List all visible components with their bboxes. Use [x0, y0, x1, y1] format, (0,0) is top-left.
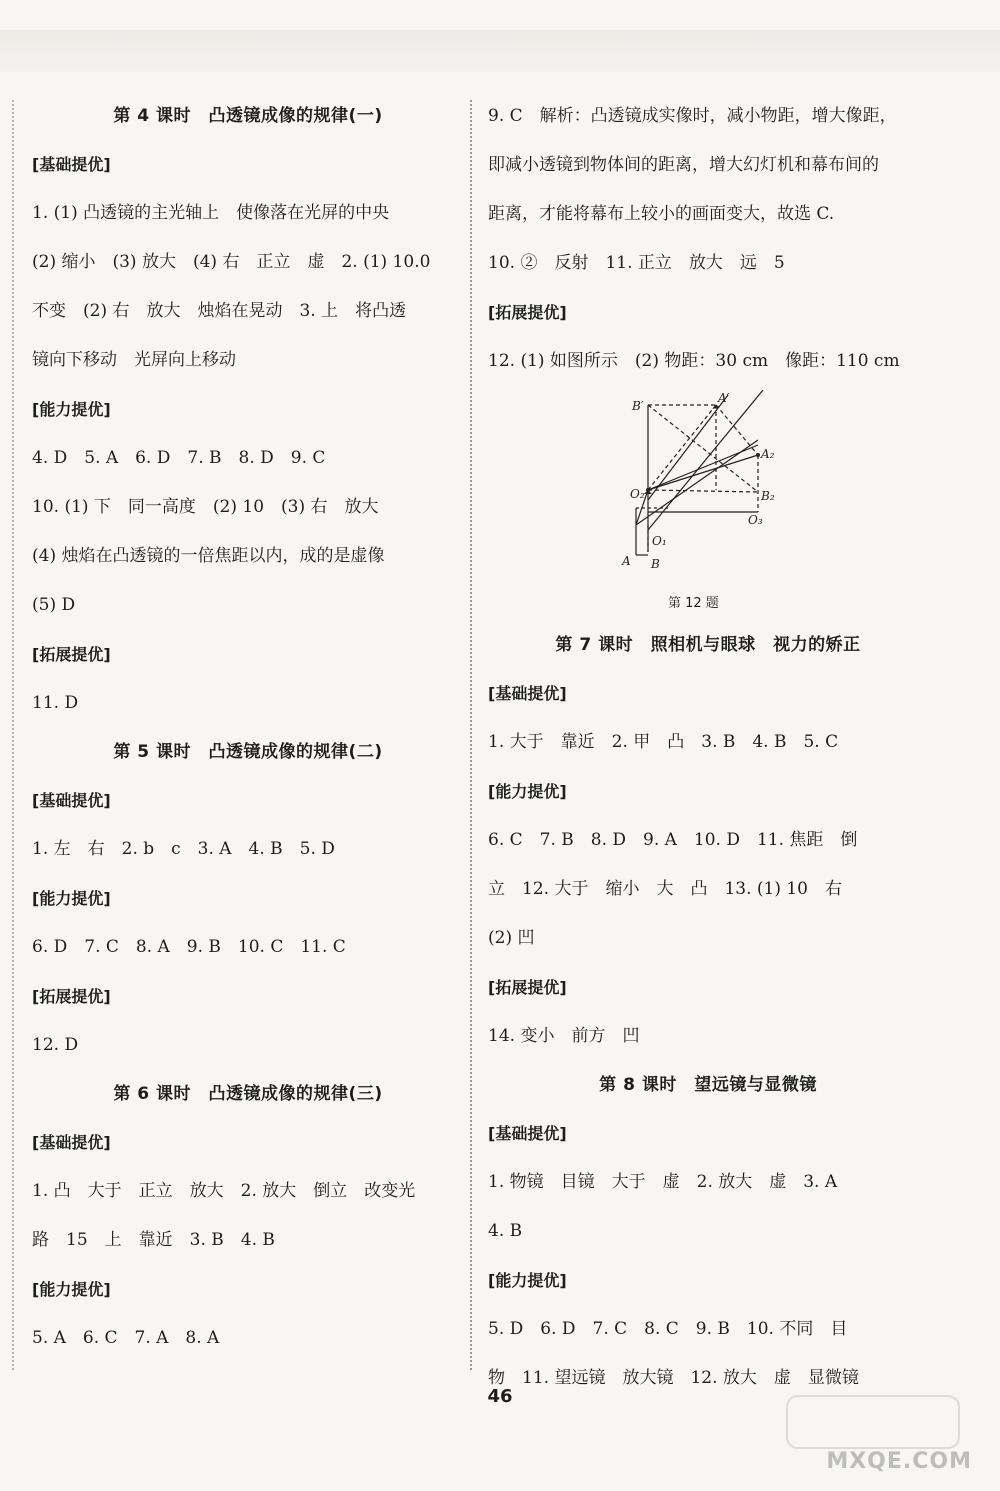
section-heading: [基础提优] — [488, 684, 567, 703]
label-a-prime: A′ — [718, 391, 730, 405]
section-heading: [基础提优] — [32, 155, 111, 174]
section-heading: [能力提优] — [32, 889, 111, 908]
answer-line: 11. D — [32, 693, 79, 713]
answer-line: 1. 凸 大于 正立 放大 2. 放大 倒立 改变光 — [32, 1181, 416, 1201]
label-o3: O₃ — [748, 513, 763, 527]
ray-line — [648, 455, 758, 490]
lesson-7-title: 第 7 课时 照相机与眼球 视力的矫正 — [555, 635, 861, 655]
answer-line: 5. D 6. D 7. C 8. C 9. B 10. 不同 目 — [488, 1319, 848, 1339]
answer-line: 4. B — [488, 1221, 523, 1241]
scan-top-band — [0, 30, 1000, 72]
answer-line: 镜向下移动 光屏向上移动 — [32, 350, 236, 370]
answer-line: 9. C 解析：凸透镜成实像时，减小物距，增大像距， — [488, 106, 897, 126]
figure-caption: 第 12 题 — [668, 596, 719, 611]
answer-line: 10. (1) 下 同一高度 (2) 10 (3) 右 放大 — [32, 497, 379, 517]
answer-line: 不变 (2) 右 放大 烛焰在晃动 3. 上 将凸透 — [32, 301, 407, 321]
label-b-prime: B′ — [632, 399, 644, 413]
section-heading: [拓展提优] — [32, 987, 111, 1006]
answer-line: 即减小透镜到物体间的距离，增大幻灯机和幕布间的 — [488, 155, 879, 175]
lesson-4-title: 第 4 课时 凸透镜成像的规律(一) — [113, 106, 383, 126]
point-a2 — [756, 453, 760, 457]
answer-line: 6. C 7. B 8. D 9. A 10. D 11. 焦距 倒 — [488, 830, 858, 850]
left-margin-rule — [12, 100, 14, 1370]
answer-line: 12. D — [32, 1035, 79, 1055]
answer-line: 6. D 7. C 8. A 9. B 10. C 11. C — [32, 937, 346, 957]
answer-line: 4. D 5. A 6. D 7. B 8. D 9. C — [32, 448, 326, 468]
section-heading: [拓展提优] — [488, 303, 567, 322]
optics-figure — [488, 386, 928, 621]
point-o2 — [646, 488, 650, 492]
watermark — [770, 1393, 980, 1483]
section-heading: [能力提优] — [32, 400, 111, 419]
lesson-6-title: 第 6 课时 凸透镜成像的规律(三) — [113, 1084, 383, 1104]
section-heading: [拓展提优] — [32, 645, 111, 664]
section-heading: [基础提优] — [488, 1124, 567, 1143]
lesson-5-title: 第 5 课时 凸透镜成像的规律(二) — [113, 742, 383, 762]
answer-line: 物 11. 望远镜 放大镜 12. 放大 虚 显微镜 — [488, 1368, 859, 1388]
section-heading: [能力提优] — [488, 782, 567, 801]
answer-line: 1. 左 右 2. b c 3. A 4. B 5. D — [32, 839, 335, 859]
left-column — [32, 92, 464, 1363]
answer-line: 10. ② 反射 11. 正立 放大 远 5 — [488, 253, 785, 273]
answer-line: 12. (1) 如图所示 (2) 物距：30 cm 像距：110 cm — [488, 351, 900, 371]
section-heading: [能力提优] — [32, 1280, 111, 1299]
lens-ray-diagram — [618, 390, 808, 590]
column-divider — [470, 100, 472, 1370]
right-column — [488, 92, 928, 1403]
answer-line: 5. A 6. C 7. A 8. A — [32, 1328, 220, 1348]
dashed-line — [648, 405, 716, 490]
answer-line: 1. 大于 靠近 2. 甲 凸 3. B 4. B 5. C — [488, 732, 839, 752]
section-heading: [拓展提优] — [488, 978, 567, 997]
answer-line: 距离，才能将幕布上较小的画面变大，故选 C. — [488, 204, 835, 224]
section-heading: [基础提优] — [32, 791, 111, 810]
answer-line: (2) 凹 — [488, 928, 535, 948]
label-a2: A₂ — [761, 447, 775, 461]
label-b2: B₂ — [761, 489, 775, 503]
lesson-8-title: 第 8 课时 望远镜与显微镜 — [599, 1075, 817, 1095]
answer-line: 1. 物镜 目镜 大于 虚 2. 放大 虚 3. A — [488, 1172, 838, 1192]
watermark-text: MXQE.COM — [826, 1449, 972, 1474]
watermark-logo — [786, 1395, 960, 1449]
answer-line: 1. (1) 凸透镜的主光轴上 使像落在光屏的中央 — [32, 203, 390, 223]
label-o1: O₁ — [652, 534, 667, 548]
section-heading: [基础提优] — [32, 1133, 111, 1152]
answer-line: 14. 变小 前方 凹 — [488, 1026, 640, 1046]
answer-line: (4) 烛焰在凸透镜的一倍焦距以内，成的是虚像 — [32, 546, 385, 566]
section-heading: [能力提优] — [488, 1271, 567, 1290]
answer-line: (5) D — [32, 595, 76, 615]
dashed-line — [648, 490, 758, 492]
page-number: 46 — [487, 1386, 513, 1407]
label-o2: O₂ — [630, 487, 645, 501]
label-b: B — [651, 557, 660, 571]
label-a: A — [622, 554, 631, 568]
answer-line: 路 15 上 靠近 3. B 4. B — [32, 1230, 275, 1250]
ray-line — [648, 390, 763, 530]
answer-line: 立 12. 大于 缩小 大 凸 13. (1) 10 右 — [488, 879, 842, 899]
answer-line: (2) 缩小 (3) 放大 (4) 右 正立 虚 2. (1) 10.0 — [32, 252, 431, 272]
